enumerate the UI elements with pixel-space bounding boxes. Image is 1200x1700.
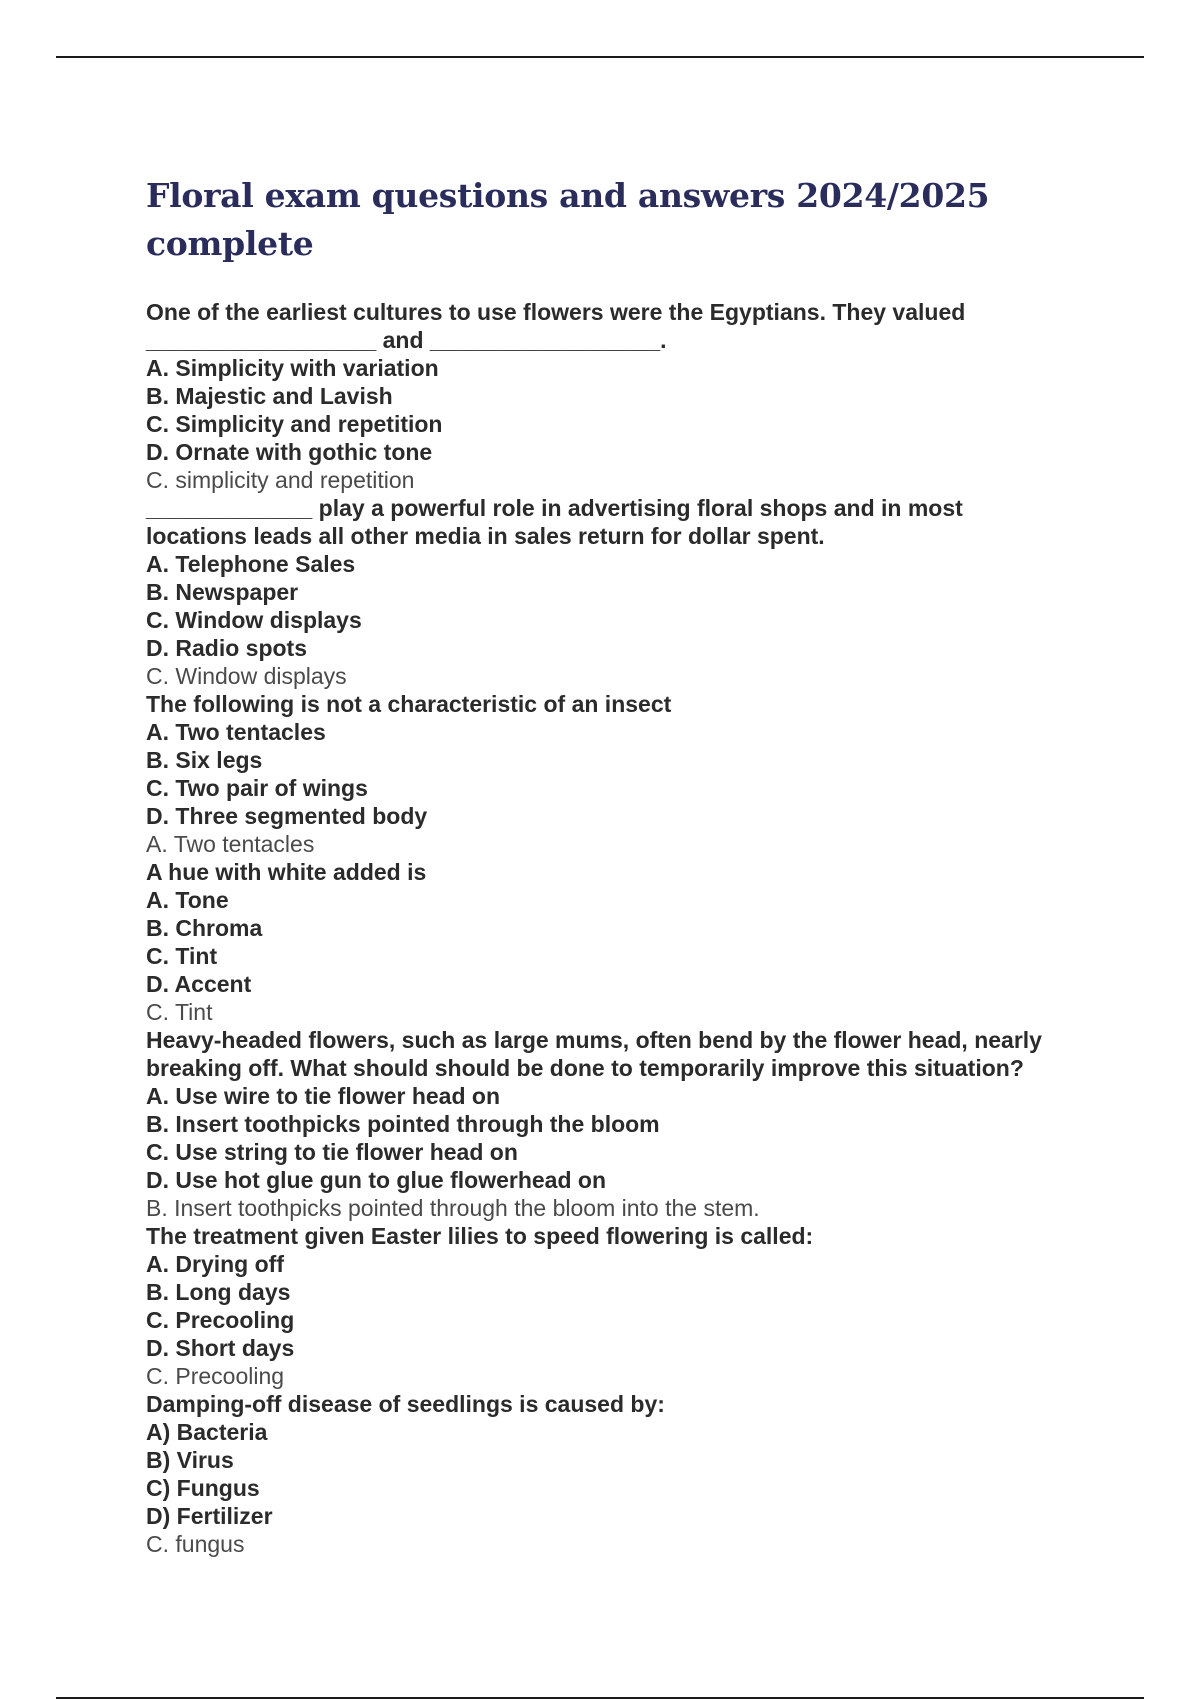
- question-block: [146, 690, 1046, 858]
- question-text: A hue with white added is: [146, 859, 427, 885]
- answer-option: A. Tone: [146, 887, 229, 913]
- answer-option: C. Two pair of wings: [146, 775, 368, 801]
- answer-option: D. Accent: [146, 971, 252, 997]
- document-body: [146, 172, 1046, 1558]
- answer-option: C. Simplicity and repetition: [146, 411, 443, 437]
- answer-option: B) Virus: [146, 1447, 234, 1473]
- question-list: [146, 298, 1046, 1558]
- answer-option: C) Fungus: [146, 1475, 260, 1501]
- answer-option: D. Use hot glue gun to glue flowerhead on: [146, 1167, 606, 1193]
- answer-option: C. Window displays: [146, 607, 362, 633]
- question-text: The following is not a characteristic of an insect: [146, 691, 672, 717]
- question-block: [146, 1026, 1046, 1222]
- correct-answer: C. fungus: [146, 1531, 245, 1557]
- answer-option: D. Ornate with gothic tone: [146, 439, 433, 465]
- answer-option: A. Simplicity with variation: [146, 355, 439, 381]
- answer-option: B. Chroma: [146, 915, 263, 941]
- correct-answer: B. Insert toothpicks pointed through the bloom into the stem.: [146, 1195, 760, 1221]
- question-text: One of the earliest cultures to use flowers were the Egyptians. They valued __________________ and __________________.: [146, 299, 966, 353]
- question-text: _____________ play a powerful role in advertising floral shops and in most locations leads all other media in sales return for dollar spent.: [146, 495, 963, 549]
- answer-option: B. Majestic and Lavish: [146, 383, 393, 409]
- question-block: [146, 858, 1046, 1026]
- answer-option: A. Drying off: [146, 1251, 284, 1277]
- header-rule: [56, 56, 1144, 58]
- question-block: [146, 1222, 1046, 1390]
- answer-option: C. Tint: [146, 943, 218, 969]
- answer-option: B. Insert toothpicks pointed through the bloom: [146, 1111, 660, 1137]
- question-text: Heavy-headed flowers, such as large mums, often bend by the flower head, nearly breaking off. What should should be done to temporarily improve this situation?: [146, 1027, 1042, 1081]
- answer-option: C. Use string to tie flower head on: [146, 1139, 518, 1165]
- answer-option: D. Short days: [146, 1335, 295, 1361]
- answer-option: C. Precooling: [146, 1307, 295, 1333]
- answer-option: A. Telephone Sales: [146, 551, 356, 577]
- correct-answer: C. Tint: [146, 999, 213, 1025]
- answer-option: D. Radio spots: [146, 635, 308, 661]
- question-text: Damping-off disease of seedlings is caused by:: [146, 1391, 665, 1417]
- correct-answer: C. simplicity and repetition: [146, 467, 415, 493]
- answer-option: D) Fertilizer: [146, 1503, 273, 1529]
- answer-option: A. Use wire to tie flower head on: [146, 1083, 501, 1109]
- answer-option: A) Bacteria: [146, 1419, 268, 1445]
- correct-answer: C. Window displays: [146, 663, 347, 689]
- question-block: [146, 494, 1046, 690]
- question-text: The treatment given Easter lilies to speed flowering is called:: [146, 1223, 814, 1249]
- correct-answer: C. Precooling: [146, 1363, 285, 1389]
- footer-rule: [56, 1697, 1144, 1699]
- document-title: Floral exam questions and answers 2024/2025 complete: [146, 176, 990, 263]
- correct-answer: A. Two tentacles: [146, 831, 315, 857]
- answer-option: D. Three segmented body: [146, 803, 428, 829]
- answer-option: B. Newspaper: [146, 579, 299, 605]
- answer-option: B. Long days: [146, 1279, 291, 1305]
- question-block: [146, 298, 1046, 494]
- answer-option: B. Six legs: [146, 747, 263, 773]
- answer-option: A. Two tentacles: [146, 719, 326, 745]
- question-block: [146, 1390, 1046, 1558]
